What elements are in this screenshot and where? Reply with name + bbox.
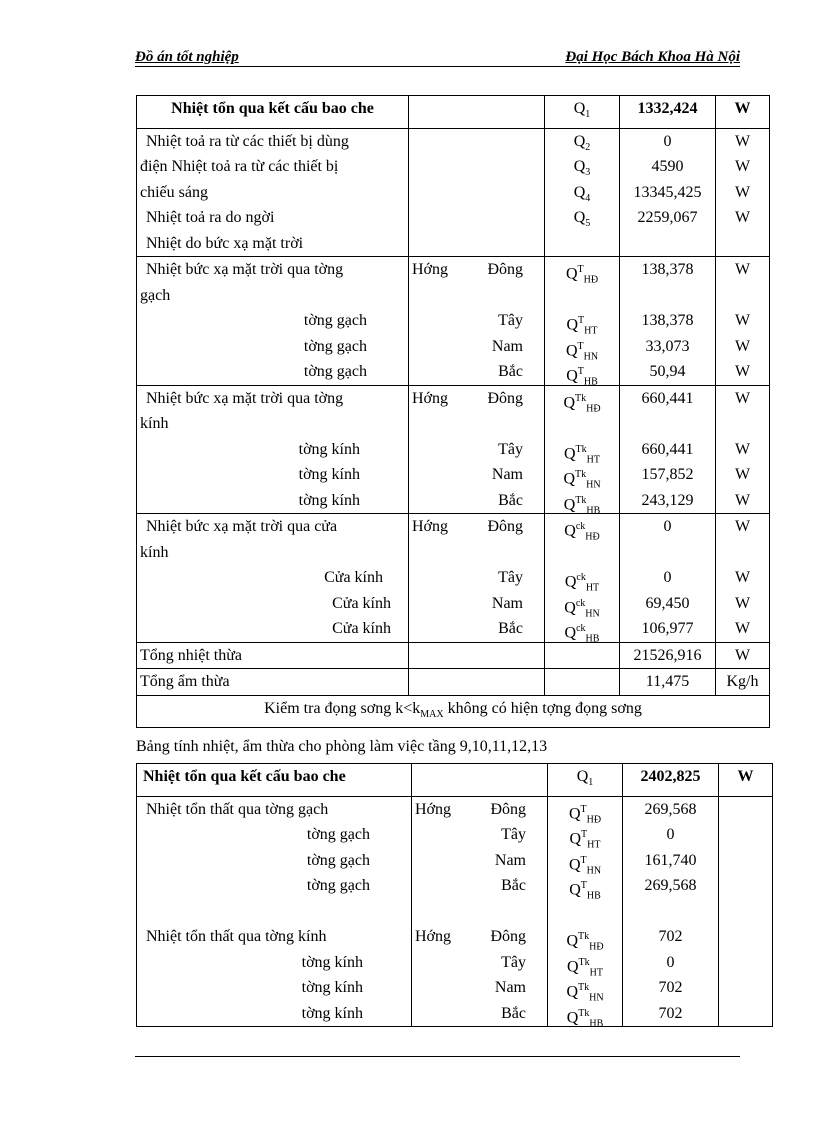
row-direction: Hớng Đông Tây Nam Bắc [409, 385, 545, 514]
row-value: 138,378 138,378 33,073 50,94 [620, 257, 716, 386]
row-direction: Hớng Đông Tây Nam Bắc [409, 257, 545, 386]
row-direction: Hớng Đông Tây Nam Bắc [409, 514, 545, 643]
row-unit: W [716, 96, 770, 129]
row-value: 0 4590 13345,425 2259,067 [620, 128, 716, 257]
row-desc: Nhiệt bức xạ mặt trời qua cửa kính Cửa kính Cửa kính Cửa kính [137, 514, 409, 643]
row-symbol: $Q^{Tk}_{HĐ}$ $Q^{Tk}_{HT}$ $Q^{Tk}_{HN}$ $Q^{Tk}_{HB}$ [545, 385, 620, 514]
row-value: 269,568 0 161,740 269,568 702 0 702 702 [623, 796, 719, 1027]
row-unit: Kg/h [716, 669, 770, 696]
row-value: 660,441 660,441 157,852 243,129 [620, 385, 716, 514]
table-row [137, 385, 770, 514]
table-row [137, 96, 770, 129]
row-value: 1332,424 [620, 96, 716, 129]
row-symbol: $Q^{ck}_{HĐ}$ $Q^{ck}_{HT}$ $Q^{ck}_{HN}$ $Q^{ck}_{HB}$ [545, 514, 620, 643]
row-unit: W [716, 642, 770, 669]
row-desc: Nhiệt tổn qua kết cấu bao che [137, 764, 412, 797]
row-unit: W W W W [716, 128, 770, 257]
table-row [137, 642, 770, 669]
row-desc: Nhiệt bức xạ mặt trời qua tờng kính tờng kính tờng kính tờng kính [137, 385, 409, 514]
row-desc: Tổng ẩm thừa [137, 669, 409, 696]
row-unit: W W W W [716, 514, 770, 643]
row-unit: W W W W [716, 257, 770, 386]
row-value: 0 0 69,450 106,977 [620, 514, 716, 643]
row-value: 21526,916 [620, 642, 716, 669]
row-value: 2402,825 [623, 764, 719, 797]
table-row [137, 695, 770, 728]
row-symbol: $Q^T_{HĐ}$ $Q^T_{HT}$ $Q^T_{HN}$ $Q^T_{HB}$ [545, 257, 620, 386]
condensation-check: Kiểm tra đọng sơng $k<k_{MAX}$ không có hiện tợng đọng sơng [137, 695, 770, 728]
heat-table-1 [136, 95, 770, 728]
row-desc: Nhiệt toả ra từ các thiết bị dùng điện Nhiệt toả ra từ các thiết bị chiếu sáng Nhiệt toả ra do ngời Nhiệt do bức xạ mặt trời [137, 128, 409, 257]
table-row [137, 796, 773, 1027]
row-desc: Nhiệt bức xạ mặt trời qua tờng gạch tờng gạch tờng gạch tờng gạch [137, 257, 409, 386]
row-symbol: $Q_2$ $Q_3$ $Q_4$ $Q_5$ [545, 128, 620, 257]
row-unit: W [719, 764, 773, 797]
table-row [137, 257, 770, 386]
row-direction: Hớng Đông Tây Nam Bắc Hớng Đông Tây Nam Bắc [412, 796, 548, 1027]
footer-rule [135, 1056, 740, 1057]
table-row [137, 764, 773, 797]
row-desc: Nhiệt tổn qua kết cấu bao che [137, 96, 409, 129]
header-left: Đồ án tốt nghiệp [135, 49, 239, 65]
row-symbol: $Q^T_{HĐ}$ $Q^T_{HT}$ $Q^T_{HN}$ $Q^T_{HB}$ $Q^{Tk}_{HĐ}$ $Q^{Tk}_{HT}$ $Q^{Tk}_{HN}$ $Q^{Tk}_{HB}$ [548, 796, 623, 1027]
header-right: Đại Học Bách Khoa Hà Nội [565, 49, 740, 65]
row-value: 11,475 [620, 669, 716, 696]
page-header [135, 48, 740, 67]
heat-table-2 [136, 763, 773, 1027]
row-desc: Tổng nhiệt thừa [137, 642, 409, 669]
row-unit: W W W W [716, 385, 770, 514]
table-row [137, 514, 770, 643]
row-symbol: $Q_1$ [545, 96, 620, 129]
row-desc: Nhiệt tổn thất qua tờng gạch tờng gạch tờng gạch tờng gạch Nhiệt tổn thất qua tờng kính tờng kính tờng kính tờng kính [137, 796, 412, 1027]
table-row [137, 128, 770, 257]
table-row [137, 669, 770, 696]
row-symbol: $Q_1$ [548, 764, 623, 797]
table-caption: Bảng tính nhiệt, ẩm thừa cho phòng làm việc tầng 9,10,11,12,13 [136, 738, 548, 755]
